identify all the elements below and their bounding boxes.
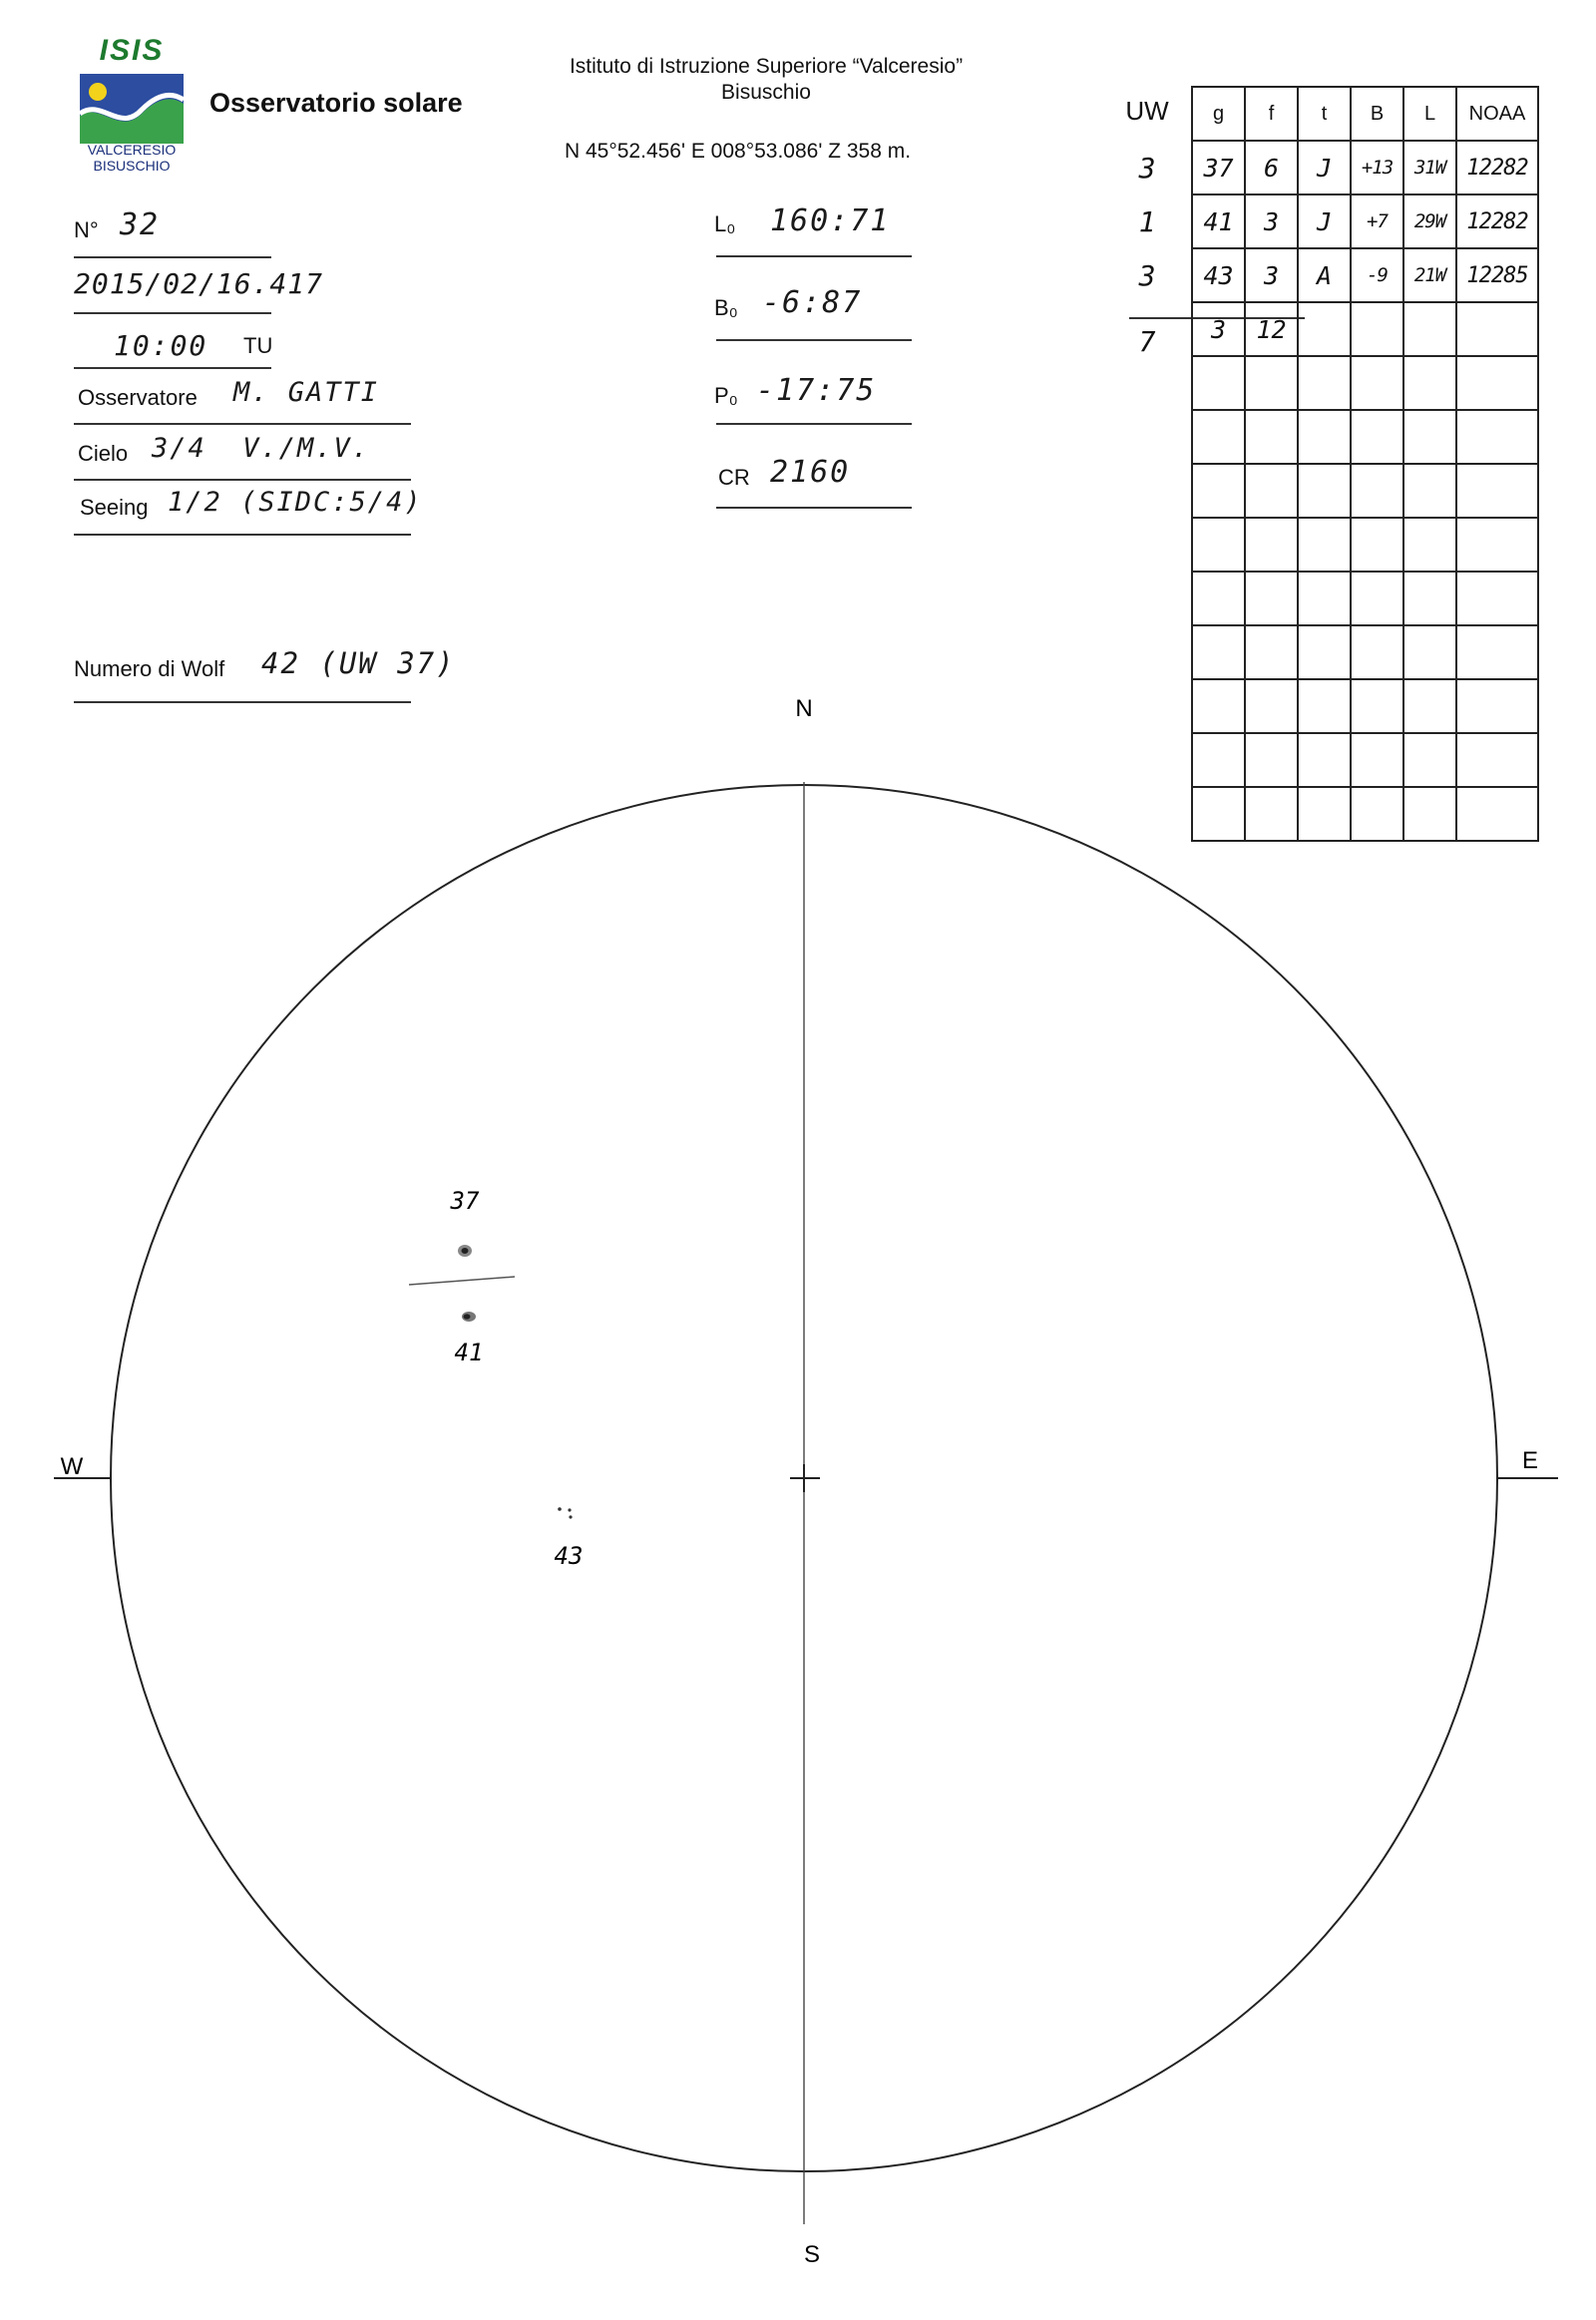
cell-g-total: 3 [1192, 302, 1245, 356]
uw-header: UW [1125, 96, 1169, 126]
seeing-value: 1/2 (SIDC:5/4) [168, 487, 423, 518]
logo-wordmark: ISIS [99, 34, 165, 67]
cell-f-total: 12 [1245, 302, 1298, 356]
observatory-title: Osservatorio solare [209, 88, 463, 118]
number-label: N° [74, 217, 99, 242]
north-label: N [795, 695, 813, 722]
group-label-43: 43 [554, 1542, 584, 1570]
sky-value: 3/4 V./M.V. [152, 433, 371, 464]
cell-f: 3 [1245, 248, 1298, 302]
sky-label: Cielo [78, 441, 129, 466]
cell-g: 43 [1192, 248, 1245, 302]
cr-label: CR [718, 465, 750, 490]
p0-label: P₀ [714, 383, 738, 408]
institute-line-1: Istituto di Istruzione Superiore “Valceresio” [569, 55, 964, 78]
cell-l: 21W [1403, 248, 1456, 302]
uw-row-3: 3 [1138, 259, 1156, 292]
cell-noaa: 12285 [1456, 248, 1538, 302]
sunspot-dot [558, 1507, 562, 1511]
p0-value: -17:75 [756, 373, 877, 408]
header-t: t [1298, 87, 1351, 141]
group-separator-line [409, 1277, 515, 1285]
observer-label: Osservatore [78, 385, 198, 410]
date-value: 2015/02/16.417 [74, 267, 324, 300]
header-noaa: NOAA [1456, 87, 1538, 141]
seeing-label: Seeing [80, 495, 149, 520]
sunspot-group-43 [555, 1507, 584, 1570]
time-value: 10:00 [114, 329, 208, 362]
sunspot-group-41 [455, 1312, 484, 1366]
cell-l: 31W [1403, 141, 1456, 194]
l0-label: L₀ [714, 211, 736, 236]
logo-subtitle-1: VALCERESIO [87, 142, 177, 158]
group-label-37: 37 [450, 1187, 480, 1215]
cell-t: A [1298, 248, 1351, 302]
sunspot-dot [569, 1515, 572, 1518]
cell-l: 29W [1403, 194, 1456, 248]
sunspot-dot [568, 1508, 571, 1511]
institute-line-2: Bisuschio [721, 81, 811, 104]
uw-total: 7 [1138, 325, 1156, 358]
number-value: 32 [120, 207, 161, 242]
cell-f: 6 [1245, 141, 1298, 194]
b0-value: -6:87 [762, 285, 863, 320]
b0-label: B₀ [714, 295, 738, 320]
cell-f: 3 [1245, 194, 1298, 248]
observatory-coordinates: N 45°52.456' E 008°53.086' Z 358 m. [565, 140, 912, 163]
wolf-value: 42 (UW 37) [261, 646, 456, 680]
sunspot-group-37 [450, 1187, 480, 1257]
cell-g: 41 [1192, 194, 1245, 248]
header-l: L [1403, 87, 1456, 141]
east-label: E [1521, 1447, 1539, 1474]
cell-t: J [1298, 194, 1351, 248]
logo-subtitle-2: BISUSCHIO [93, 158, 171, 174]
cell-noaa: 12282 [1456, 141, 1538, 194]
header-b: B [1351, 87, 1403, 141]
observer-value: M. GATTI [233, 377, 380, 408]
time-unit: TU [243, 333, 273, 358]
cell-t: J [1298, 141, 1351, 194]
west-label: W [60, 1453, 84, 1480]
cell-noaa: 12282 [1456, 194, 1538, 248]
cell-b: +13 [1351, 141, 1403, 194]
wolf-label: Numero di Wolf [74, 656, 225, 681]
header-g: g [1192, 87, 1245, 141]
south-label: S [803, 2241, 821, 2268]
uw-row-1: 3 [1138, 152, 1156, 185]
cell-b: +7 [1351, 194, 1403, 248]
l0-value: 160:71 [770, 203, 891, 238]
cr-value: 2160 [770, 455, 851, 490]
header-f: f [1245, 87, 1298, 141]
cell-g: 37 [1192, 141, 1245, 194]
sunspot-umbra [464, 1314, 471, 1319]
cell-b: -9 [1351, 248, 1403, 302]
group-label-41: 41 [454, 1339, 484, 1366]
uw-row-2: 1 [1138, 205, 1156, 238]
sunspot-umbra [462, 1248, 469, 1254]
